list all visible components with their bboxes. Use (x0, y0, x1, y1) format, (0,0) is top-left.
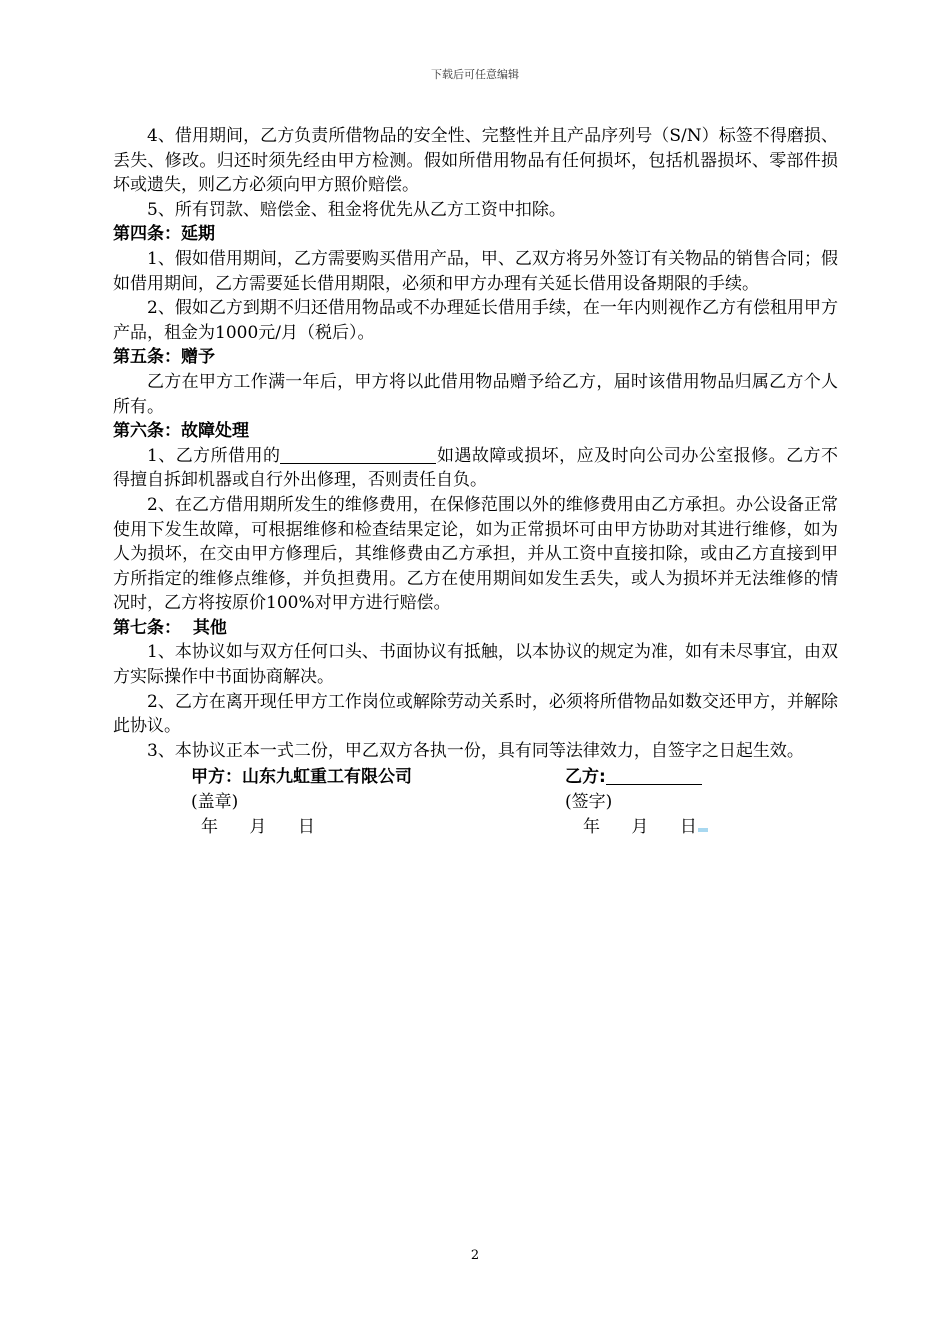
clause-6-item-1-lead: 1、乙方所借用的 (147, 445, 281, 466)
year-label: 年 (201, 816, 218, 837)
clause-5-heading: 第五条：赠予 (113, 347, 215, 368)
party-a-date (191, 815, 412, 840)
clause-4-heading: 第四条：延期 (113, 224, 215, 245)
clause-3-item-5: 5、所有罚款、赔偿金、租金将优先从乙方工资中扣除。 (147, 199, 566, 220)
cursor-marker (698, 828, 708, 832)
clause-6-item-1-rest: 如遇故障或损坏，应及时向公司办公室报修。乙方不得擅自拆卸机器或自行外出修理，否则责任自负。 (113, 445, 838, 491)
day-label: 日 (679, 816, 697, 837)
month-label: 月 (249, 816, 267, 837)
signature-block (113, 765, 838, 845)
clause-7-heading: 第七条： 其他 (113, 617, 227, 638)
clause-6-item-1 (113, 444, 838, 493)
month-label: 月 (631, 816, 649, 837)
item-blank-field[interactable] (280, 446, 436, 464)
party-a-name: 甲方：山东九虹重工有限公司 (191, 767, 412, 788)
clause-7-item-1: 1、本协议如与双方任何口头、书面协议有抵触，以本协议的规定为准，如有未尽事宜，由双方实际操作中书面协商解决。 (113, 642, 838, 688)
party-b-sign-note: (签字) (565, 792, 613, 813)
clause-4-item-2: 2、假如乙方到期不归还借用物品或不办理延长借用手续，在一年内则视作乙方有偿租用甲方产品，租金为1000元/月（税后）。 (113, 298, 838, 343)
clause-6-heading: 第六条：故障处理 (113, 421, 249, 442)
party-b-name-line (565, 765, 708, 790)
party-b-name: 乙方: (565, 767, 606, 788)
party-a-seal-note: (盖章) (191, 792, 239, 813)
party-b-signature (565, 765, 708, 839)
clause-7-item-3: 3、本协议正本一式二份，甲乙双方各执一份，具有同等法律效力，自签字之日起生效。 (147, 740, 804, 761)
day-label: 日 (297, 816, 315, 837)
clause-5-text: 乙方在甲方工作满一年后，甲方将以此借用物品赠予给乙方，届时该借用物品归属乙方个人所有。 (113, 371, 838, 417)
party-a-signature (191, 765, 412, 839)
page-number: 2 (470, 1248, 480, 1263)
clause-4-item-1: 1、假如借用期间，乙方需要购买借用产品，甲、乙双方将另外签订有关物品的销售合同；假如借用期间，乙方需要延长借用期限，必须和甲方办理有关延长借用设备期限的手续。 (113, 248, 838, 294)
clause-3-item-4: 4、借用期间，乙方负责所借物品的安全性、完整性并且产品序列号（S/N）标签不得磨损、丢失、修改。归还时须先经由甲方检测。假如所借用物品有任何损坏，包括机器损坏、零部件损坏或遗失，则乙方必须向甲方照价赔偿。 (113, 126, 838, 196)
party-b-signature-field[interactable] (606, 767, 702, 785)
clause-7-item-2: 2、乙方在离开现任甲方工作岗位或解除劳动关系时，必须将所借物品如数交还甲方，并解除此协议。 (113, 691, 838, 737)
year-label: 年 (583, 816, 600, 837)
document-body (113, 124, 838, 845)
page-header: 下载后可任意编辑 (431, 68, 519, 81)
clause-6-item-2: 2、在乙方借用期所发生的维修费用，在保修范围以外的维修费用由乙方承担。办公设备正常使用下发生故障，可根据维修和检查结果定论，如为正常损坏可由甲方协助对其进行维修，如为人为损坏，在交由甲方修理后，其维修费由乙方承担，并从工资中直接扣除，或由乙方直接到甲方所指定的维修点维修，并负担费用。乙方在使用期间如发生丢失，或人为损坏并无法维修的情况时，乙方将按原价100%对甲方进行赔偿。 (113, 494, 838, 614)
party-b-date (565, 815, 708, 840)
